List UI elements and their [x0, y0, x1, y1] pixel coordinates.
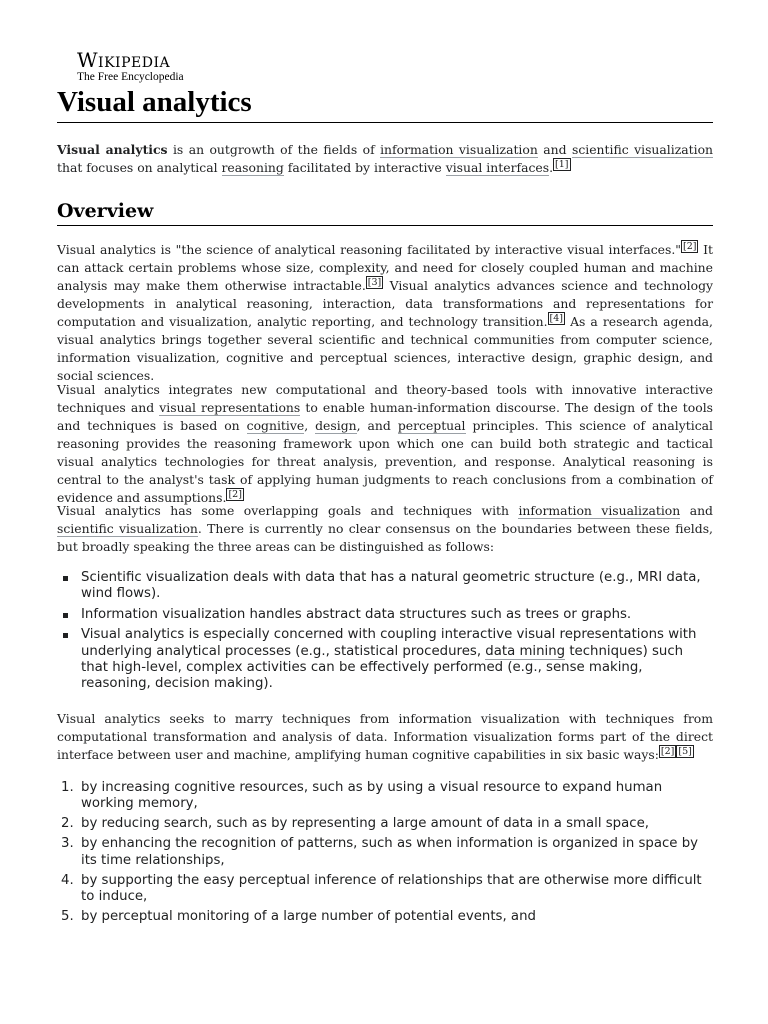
six-ways-numbered-list [57, 780, 713, 929]
citation-label: [1] [555, 158, 569, 170]
logo-wordmark: Wikipedia [77, 48, 171, 72]
citation-label: [2] [660, 745, 675, 757]
citation-1[interactable] [553, 158, 570, 171]
text: , [304, 418, 316, 433]
link-scientific-visualization[interactable]: scientific visualization [57, 521, 198, 536]
citation-label: [2] [228, 488, 242, 500]
areas-bullet-list [57, 570, 713, 697]
text: principles. This science of analytical reasoning provides the reasoning framework upon which one can build both strategic and tactical visual analytics technologies for threat analysis, prevention, and response. Analytical reasoning is central to the analyst's task of applying human judgments to reach conclusions from a combination of evidence and assumptions. [57, 418, 713, 505]
overview-paragraph-1 [57, 241, 713, 385]
text: Scientific visualization deals with data that has a natural geometric structure (e.g., MRI data, wind flows). [81, 570, 701, 602]
text: Visual analytics is especially concerned with coupling interactive visual representations with underlying analytical processes (e.g., statistical procedures, [81, 627, 697, 659]
text: , and [356, 418, 398, 433]
text: It can attack certain problems whose size, complexity, and need for closely coupled human and machine analysis may make them otherwise intractable. [57, 242, 713, 293]
list-item [57, 780, 713, 813]
link-data-mining[interactable]: data mining [485, 643, 566, 659]
text: Visual analytics has some overlapping goals and techniques with [57, 503, 519, 518]
bullet-marker [63, 633, 68, 638]
lead-bold-term: Visual analytics [57, 142, 168, 157]
text: As a research agenda, visual analytics brings together several scientific and technical communities from computer science, information visualization, cognitive and perceptual sciences, interactive design, graphic design, and social sciences. [57, 314, 713, 383]
text: is an outgrowth of the fields of [167, 142, 381, 157]
list-number: 4. [61, 872, 74, 888]
list-number: 1. [61, 780, 74, 795]
text: techniques) such that high-level, complex activities can be effectively performed (e.g., sense making, reasoning, decision making). [81, 643, 684, 692]
citation-label: [3] [367, 276, 382, 288]
text: and [680, 503, 713, 518]
citation-2[interactable] [226, 488, 243, 501]
overview-paragraph-2 [57, 381, 713, 507]
bullet-marker [63, 576, 68, 581]
text: facilitated by interactive [283, 160, 446, 175]
link-visual-interfaces[interactable]: visual interfaces [445, 160, 550, 175]
citation-label: [2] [682, 240, 697, 252]
text: and [537, 142, 572, 157]
citation-2[interactable] [659, 745, 676, 758]
list-item [57, 836, 713, 869]
link-cognitive[interactable]: cognitive [246, 418, 305, 433]
citation-2[interactable] [681, 240, 698, 253]
text: by reducing search, such as by representing a large amount of data in a small space, [81, 816, 649, 832]
text: by enhancing the recognition of patterns, such as when information is organized in space by its time relationships, [81, 836, 699, 868]
list-item [57, 570, 713, 603]
link-visual-representations[interactable]: visual representations [159, 400, 301, 415]
list-item [57, 607, 713, 623]
list-number: 2. [61, 816, 74, 832]
logo-tagline: The Free Encyclopedia [77, 71, 184, 83]
text: Information visualization handles abstract data structures such as trees or graphs. [81, 606, 632, 622]
list-item [57, 627, 713, 693]
link-information-visualization[interactable]: information visualization [380, 142, 538, 157]
text: . [549, 160, 554, 175]
text: to enable human-information discourse. The design of the tools and techniques is based on [57, 400, 714, 433]
citation-3[interactable] [366, 276, 383, 289]
text: by perceptual monitoring of a large number of potential events, and [81, 908, 536, 924]
list-item [57, 909, 713, 925]
link-information-visualization[interactable]: information visualization [518, 503, 681, 518]
bullet-marker [63, 613, 68, 618]
section-heading-overview: Overview [57, 198, 713, 226]
citation-5[interactable] [676, 745, 693, 758]
text: Visual analytics integrates new computational and theory-based tools with innovative interactive techniques and [57, 382, 713, 415]
list-item [57, 816, 713, 832]
text: Visual analytics seeks to marry techniques from information visualization with techniques from computational transformation and analysis of data. Information visualization forms part of the direct interface between user and machine, amplifying human cognitive capabilities in six basic ways: [57, 711, 713, 762]
text: Visual analytics advances science and technology developments in analytical reasoning, interaction, data transformations and representations for computation and visualization, analytic reporting, and technology transition. [57, 278, 714, 329]
list-number: 3. [61, 836, 74, 852]
wikipedia-logo[interactable] [77, 49, 184, 84]
page-title: Visual analytics [57, 84, 713, 123]
citation-label: [4] [549, 312, 564, 324]
link-design[interactable]: design [315, 418, 357, 433]
list-number: 5. [61, 908, 74, 924]
citation-4[interactable] [548, 312, 565, 325]
link-scientific-visualization[interactable]: scientific visualization [571, 142, 714, 157]
text: . There is currently no clear consensus on the boundaries between these fields, but broadly speaking the three areas can be distinguished as follows: [57, 521, 713, 554]
link-reasoning[interactable]: reasoning [221, 160, 284, 175]
list-item [57, 873, 713, 906]
text: by supporting the easy perceptual inference of relationships that are otherwise more difficult to induce, [81, 872, 702, 904]
text: Visual analytics is "the science of analytical reasoning facilitated by interactive visual interfaces." [57, 242, 681, 257]
lead-paragraph [57, 141, 713, 177]
link-perceptual[interactable]: perceptual [397, 418, 466, 433]
overview-paragraph-3 [57, 502, 713, 556]
citation-label: [5] [678, 745, 692, 757]
text: that focuses on analytical [57, 160, 222, 175]
overview-paragraph-4 [57, 710, 713, 764]
text: by increasing cognitive resources, such as by using a visual resource to expand human working memory, [81, 780, 663, 812]
